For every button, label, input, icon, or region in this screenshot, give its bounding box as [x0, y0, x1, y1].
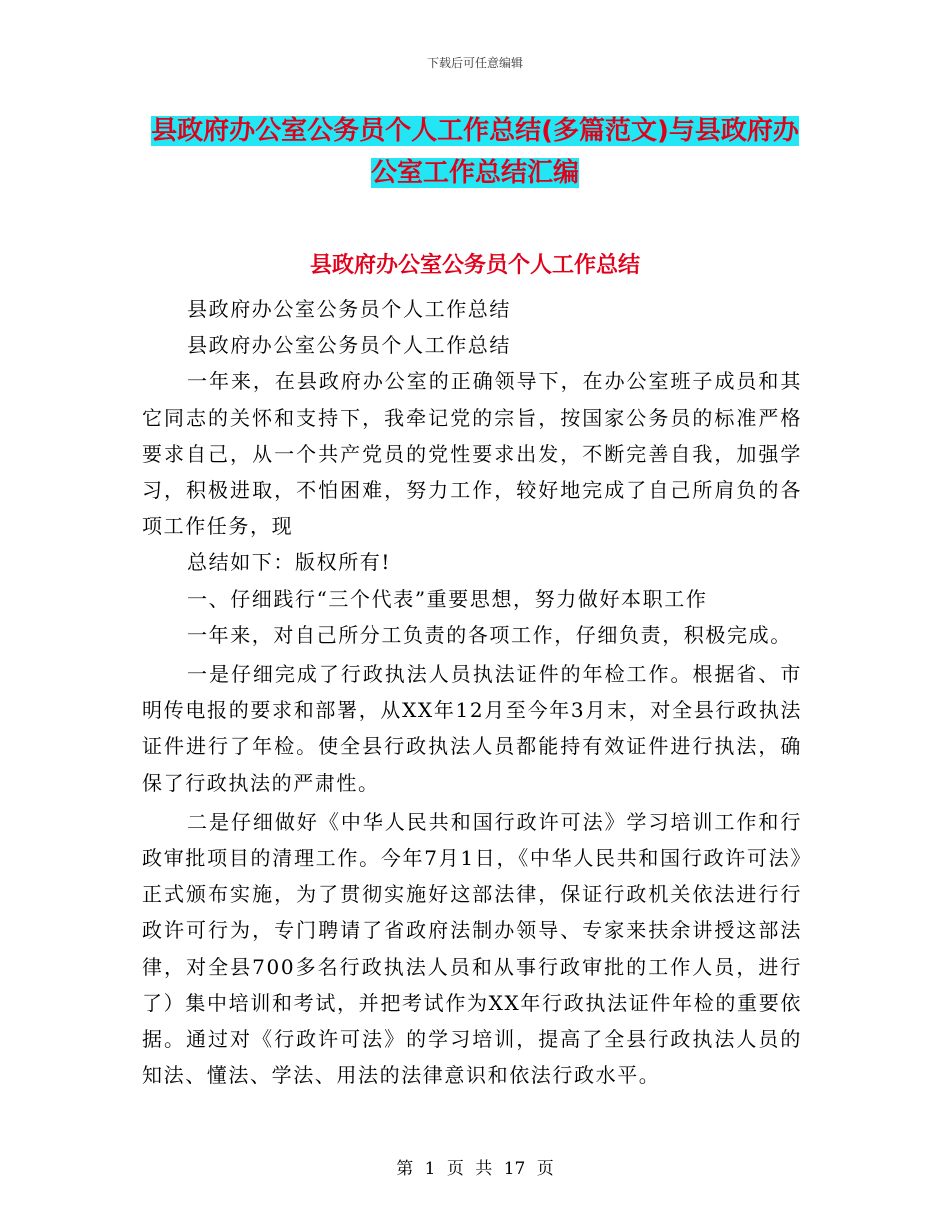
paragraph: 一年来，在县政府办公室的正确领导下，在办公室班子成员和其它同志的关怀和支持下，我牵记党的宗旨，按国家公务员的标准严格要求自己，从一个共产党员的党性要求出发，不断完善自我，加强学习，积极进取，不怕困难，努力工作，较好地完成了自己所肩负的各项工作任务，现 — [142, 369, 802, 539]
paragraph: 一、仔细践行“三个代表”重要思想，努力做好本职工作 — [187, 586, 708, 611]
document-title-text: 县政府办公室公务员个人工作总结(多篇范文)与县政府办公室工作总结汇编 — [151, 116, 799, 188]
body-text — [142, 291, 802, 1093]
page-header: 下载后可任意编辑 — [426, 56, 523, 70]
paragraph: 一年来，对自己所分工负责的各项工作，仔细负责，积极完成。 — [187, 622, 792, 647]
paragraph: 总结如下：版权所有! — [187, 550, 392, 575]
paragraph: 二是仔细做好《中华人民共和国行政许可法》学习培训工作和行政审批项目的清理工作。今年7月1日，《中华人民共和国行政许可法》正式颁布实施，为了贯彻实施好这部法律，保证行政机关依法进行行政许可行为，专门聘请了省政府法制办领导、专家来扶余讲授这部法律，对全县700多名行政执法人员和从事行政审批的工作人员，进行了）集中培训和考试，并把考试作为XX年行政执法证件年检的重要依据。通过对《行政许可法》的学习培训，提高了全县行政执法人员的知法、懂法、学法、用法的法律意识和依法行政水平。 — [142, 809, 802, 1088]
document-title — [150, 110, 800, 194]
page-footer: 第 1 页 共 17 页 — [396, 1159, 554, 1179]
paragraph: 县政府办公室公务员个人工作总结 — [187, 333, 511, 358]
paragraph: 一是仔细完成了行政执法人员执法证件的年检工作。根据省、市明传电报的要求和部署，从XX年12月至今年3月末，对全县行政执法证件进行了年检。使全县行政执法人员都能持有效证件进行执法，确保了行政执法的严肃性。 — [142, 662, 802, 795]
section-title: 县政府办公室公务员个人工作总结 — [309, 253, 640, 278]
paragraph: 县政府办公室公务员个人工作总结 — [187, 297, 511, 321]
